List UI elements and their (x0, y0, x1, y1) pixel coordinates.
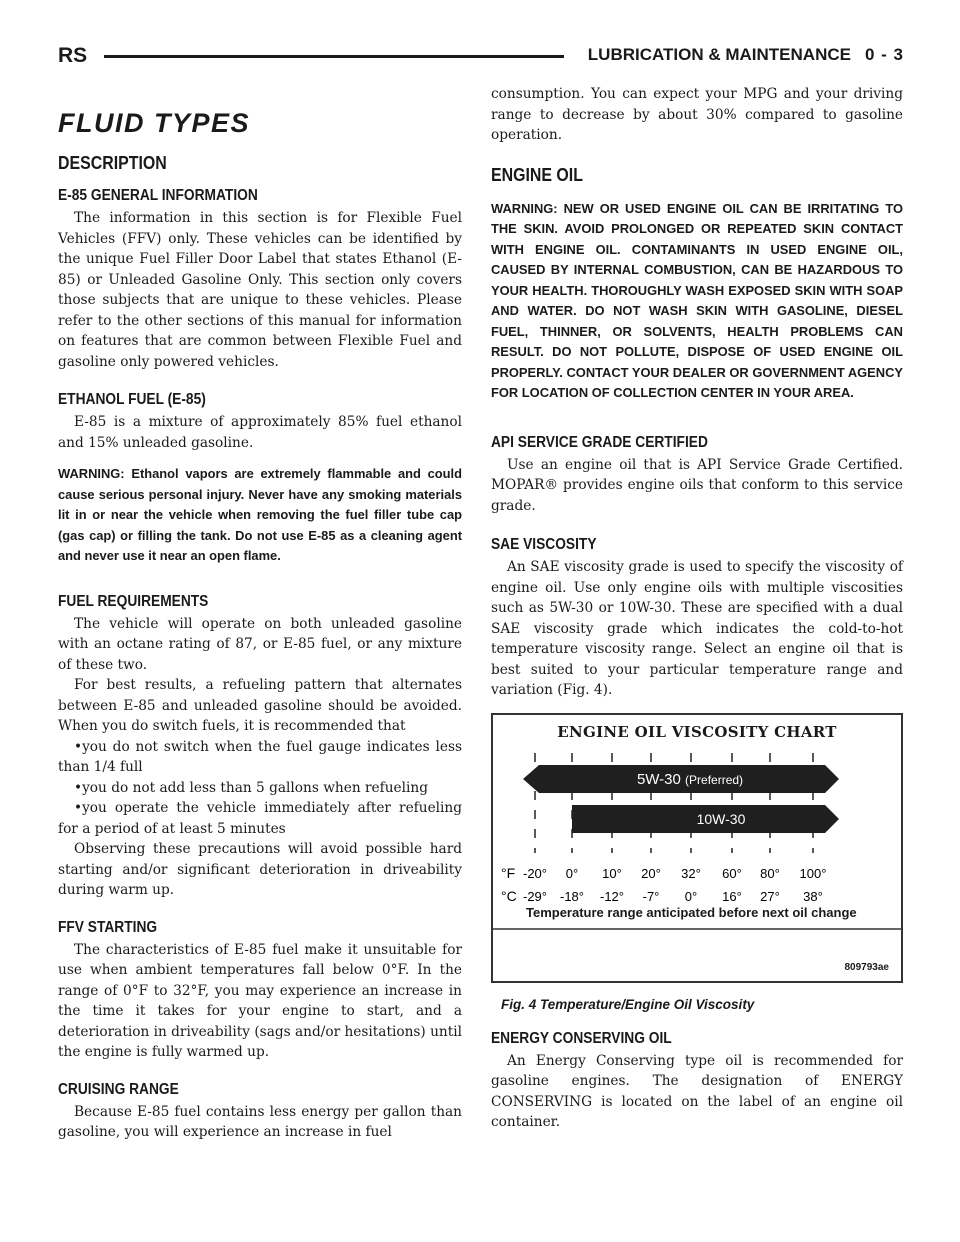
ethanol-heading: ETHANOL FUEL (E-85) (58, 391, 206, 408)
ffv-starting-text: The characteristics of E-85 fuel make it unsuitable for use when ambient temperatures fall below 0°F. In the range of 0°F to 32°F, you may experience an increase in the time it takes for your engine to start, and a deterioration in driveability (sags and/or hesitations) until the engine is fully warmed up. (58, 941, 462, 1060)
sae-viscosity-text: An SAE viscosity grade is used to specify the viscosity of engine oil. Use only engine oils with multiple viscosities such as 5W-30 or 10W-30. These are specified with a dual SAE viscosity grade which indicates the cold-to-hot temperature viscosity range. Select an engine oil that is best suited to your particular temperature range and variation (Fig. 4). (491, 559, 903, 698)
api-heading: API SERVICE GRADE CERTIFIED (491, 433, 708, 451)
sae-viscosity-heading: SAE VISCOSITY (491, 536, 597, 553)
viscosity-chart (491, 713, 903, 983)
header-rule (104, 55, 564, 58)
engine-oil-heading: ENGINE OIL (491, 163, 583, 185)
tick-label-c: -29° (523, 888, 547, 904)
chart-title: ENGINE OIL VISCOSITY CHART (557, 722, 837, 741)
fuel-req-paragraph-1: The vehicle will operate on both unleaded gasoline with an octane rating of 87, or E-85 fuel, or any mixture of these two. (58, 615, 462, 673)
viscosity-bar-note: (Preferred) (685, 772, 744, 787)
ethanol-text: E-85 is a mixture of approximately 85% fuel ethanol and 15% unleaded gasoline. (58, 414, 462, 451)
header-title-block (588, 45, 904, 65)
cruising-range-heading: CRUISING RANGE (58, 1080, 179, 1098)
ffv-starting-heading: FFV STARTING (58, 918, 158, 936)
engine-oil-warning: WARNING: NEW OR USED ENGINE OIL CAN BE IRRITATING TO THE SKIN. AVOID PROLONGED OR REPEATED SKIN CONTACT WITH ENGINE OIL. CONTAMINANTS IN USED ENGINE OIL, CAUSED BY INTERNAL COMBUSTION, CAN BE HAZARDOUS TO YOUR HEALTH. THOROUGHLY WASH EXPOSED SKIN WITH SOAP AND WATER. DO NOT WASH SKIN WITH GASOLINE, DIESEL FUEL, THINNER, OR SOLVENTS, HEALTH PROBLEMS CAN RESULT. DO NOT POLLUTE, DISPOSE OF USED ENGINE OIL PROPERLY. CONTACT YOUR DEALER OR GOVERNMENT AGENCY FOR LOCATION OF COLLECTION CENTER IN YOUR AREA. (491, 200, 903, 400)
tick-label-c: 16° (722, 888, 742, 904)
left-column (58, 104, 462, 1154)
tick-label-c: 0° (684, 888, 698, 904)
fuel-req-paragraph-2: For best results, a refueling pattern that alternates between E-85 and unleaded gasoline should be avoided. When you do switch fuels, it is recommended that (58, 677, 462, 734)
viscosity-bar-label: 10W-30 (696, 810, 746, 827)
page-header (58, 44, 904, 74)
tick-label-f: -20° (523, 865, 547, 881)
cruising-range-continued: consumption. You can expect your MPG and your driving range to decrease by about 30% compared to gasoline operation. (491, 86, 903, 143)
fuel-req-bullet: •you do not add less than 5 gallons when refueling (74, 779, 428, 796)
fuel-req-paragraph-3: Observing these precautions will avoid possible hard starting and/or significant deterioration in driveability during warm up. (58, 841, 462, 898)
description-heading: DESCRIPTION (58, 152, 167, 173)
figure-caption: Fig. 4 Temperature/Engine Oil Viscosity (501, 996, 755, 1012)
fuel-req-bullet: •you do not switch when the fuel gauge indicates less than 1/4 full (58, 738, 462, 775)
fuel-requirements-heading: FUEL REQUIREMENTS (58, 592, 209, 610)
unit-celsius: °C (501, 887, 517, 904)
tick-label-f: 32° (681, 865, 701, 881)
page-number: 0 - 3 (864, 45, 904, 64)
tick-label-f: 20° (641, 865, 661, 881)
tick-label-c: -18° (560, 888, 584, 904)
unit-fahrenheit: °F (501, 864, 516, 881)
energy-conserving-heading: ENERGY CONSERVING OIL (491, 1029, 672, 1047)
right-column (491, 84, 903, 1144)
ethanol-warning: WARNING: Ethanol vapors are extremely flammable and could cause serious personal injury. Never have any smoking materials lit in or near the vehicle when removing the fuel filler tube cap (gas cap) or filling the tank. Do not use E-85 as a cleaning agent and never use it near an open flame. (58, 466, 462, 563)
tick-label-c: -12° (600, 888, 624, 904)
header-title: LUBRICATION & MAINTENANCE (587, 45, 851, 64)
tick-label-f: 0° (565, 865, 579, 881)
chart-footnote: Temperature range anticipated before next oil change (526, 904, 857, 920)
viscosity-chart-plot (493, 715, 901, 981)
cruising-range-text: Because E-85 fuel contains less energy per gallon than gasoline, you will experience an increase in fuel (58, 1103, 462, 1140)
energy-conserving-text: An Energy Conserving type oil is recommended for gasoline engines. The designation of ENERGY CONSERVING is located on the label of an engine oil container. (491, 1052, 903, 1130)
tick-label-c: -7° (642, 888, 660, 904)
e85-text: The information in this section is for Flexible Fuel Vehicles (FFV) only. These vehicles can be identified by the unique Fuel Filler Door Label that states Ethanol (E-85) or Unleaded Gasoline Only. This section only covers those subjects that are unique to these vehicles. Please refer to the other sections of this manual for information on features that are common between Flexible Fuel and gasoline only powered vehicles. (58, 210, 462, 370)
tick-label-f: 60° (722, 865, 742, 881)
fuel-req-bullet: •you operate the vehicle immediately after refueling for a period of at least 5 minutes (58, 800, 462, 837)
main-title: FLUID TYPES (58, 108, 251, 138)
tick-label-f: 10° (602, 865, 622, 881)
e85-heading: E-85 GENERAL INFORMATION (58, 187, 258, 204)
api-text: Use an engine oil that is API Service Grade Certified. MOPAR® provides engine oils that conform to this service grade. (491, 456, 903, 514)
chart-code: 809793ae (844, 961, 889, 973)
section-code: RS (58, 44, 88, 67)
viscosity-bar-label: 5W-30 (Preferred) (636, 770, 744, 788)
tick-label-c: 38° (803, 888, 823, 904)
tick-label-f: 100° (799, 865, 827, 881)
tick-label-c: 27° (760, 888, 780, 904)
tick-label-f: 80° (760, 865, 780, 881)
